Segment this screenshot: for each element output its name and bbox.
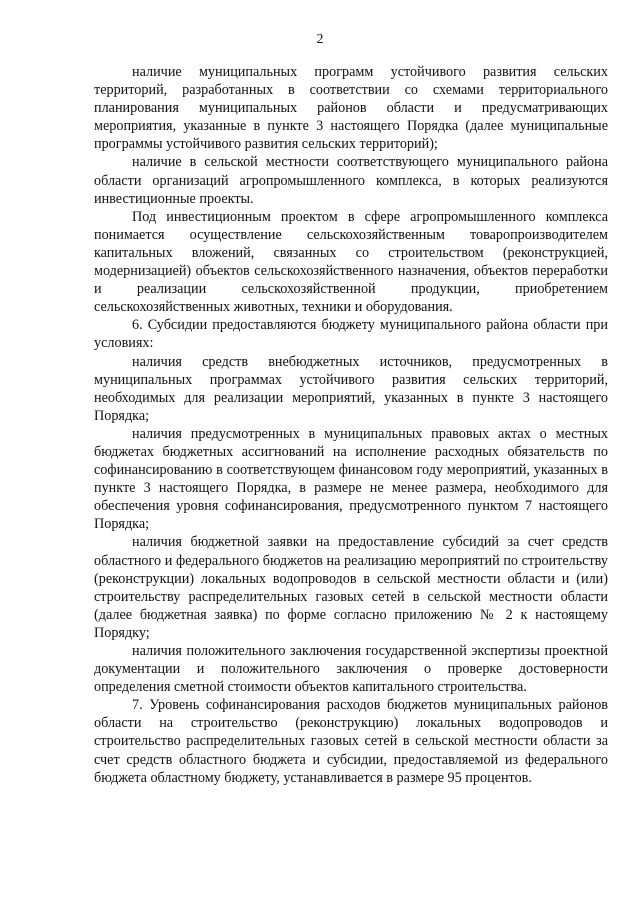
paragraph: наличие муниципальных программ устойчивого развития сельских территорий, разработанных в соответствии со схемами территориального планирования муниципальных районов области и предусматривающих мероприятия, указанные в пункте 3 настоящего Порядка (далее муниципальные программы устойчивого развития сельских территорий);: [94, 64, 608, 153]
paragraph: наличия средств внебюджетных источников, предусмотренных в муниципальных программах устойчивого развития сельских территорий, необходимых для реализации мероприятий, указанных в пункте 3 настоящего Порядка;: [94, 353, 608, 424]
page-number: 2: [316, 32, 324, 47]
paragraph: 7. Уровень софинансирования расходов бюджетов муниципальных районов области на строительство (реконструкцию) локальных водопроводов и строительство распределительных газовых сетей в сельской местности области за счет средств областного бюджета и субсидии, предоставляемой из федерального бюджета областному бюджету, устанавливается в размере 95 процентов.: [94, 697, 608, 786]
paragraph: 6. Субсидии предоставляются бюджету муниципального района области при условиях:: [94, 317, 608, 352]
body-text: [94, 63, 608, 787]
paragraph: наличия предусмотренных в муниципальных правовых актах о местных бюджетах бюджетных ассигнований на исполнение расходных обязательств по софинансированию в соответствующем финансовом году мероприятий, указанных в пункте 3 настоящего Порядка, в размере не менее размера, необходимого для обеспечения уровня софинансирования, предусмотренного пунктом 7 настоящего Порядка;: [94, 425, 608, 533]
paragraph: наличия бюджетной заявки на предоставление субсидий за счет средств областного и федерального бюджетов на реализацию мероприятий по строительству (реконструкции) локальных водопроводов в сельской местности области и (или) строительству распределительных газовых сетей в сельской местности области (далее бюджетная заявка) по форме согласно приложению № 2 к настоящему Порядку;: [94, 534, 608, 641]
paragraph: наличие в сельской местности соответствующего муниципального района области организаций агропромышленного комплекса, в которых реализуются инвестиционные проекты.: [94, 154, 608, 207]
paragraph: наличия положительного заключения государственной экспертизы проектной документации и положительного заключения о проверке достоверности определения сметной стоимости объектов капитального строительства.: [94, 643, 608, 696]
paragraph: Под инвестиционным проектом в сфере агропромышленного комплекса понимается осуществление сельскохозяйственным товаропроизводителем капитальных вложений, связанных со строительством (реконструкцией, модернизацией) объектов сельскохозяйственного назначения, объектов переработки и реализации сельскохозяйственной продукции, приобретением сельскохозяйственных животных, техники и оборудования.: [94, 208, 608, 316]
